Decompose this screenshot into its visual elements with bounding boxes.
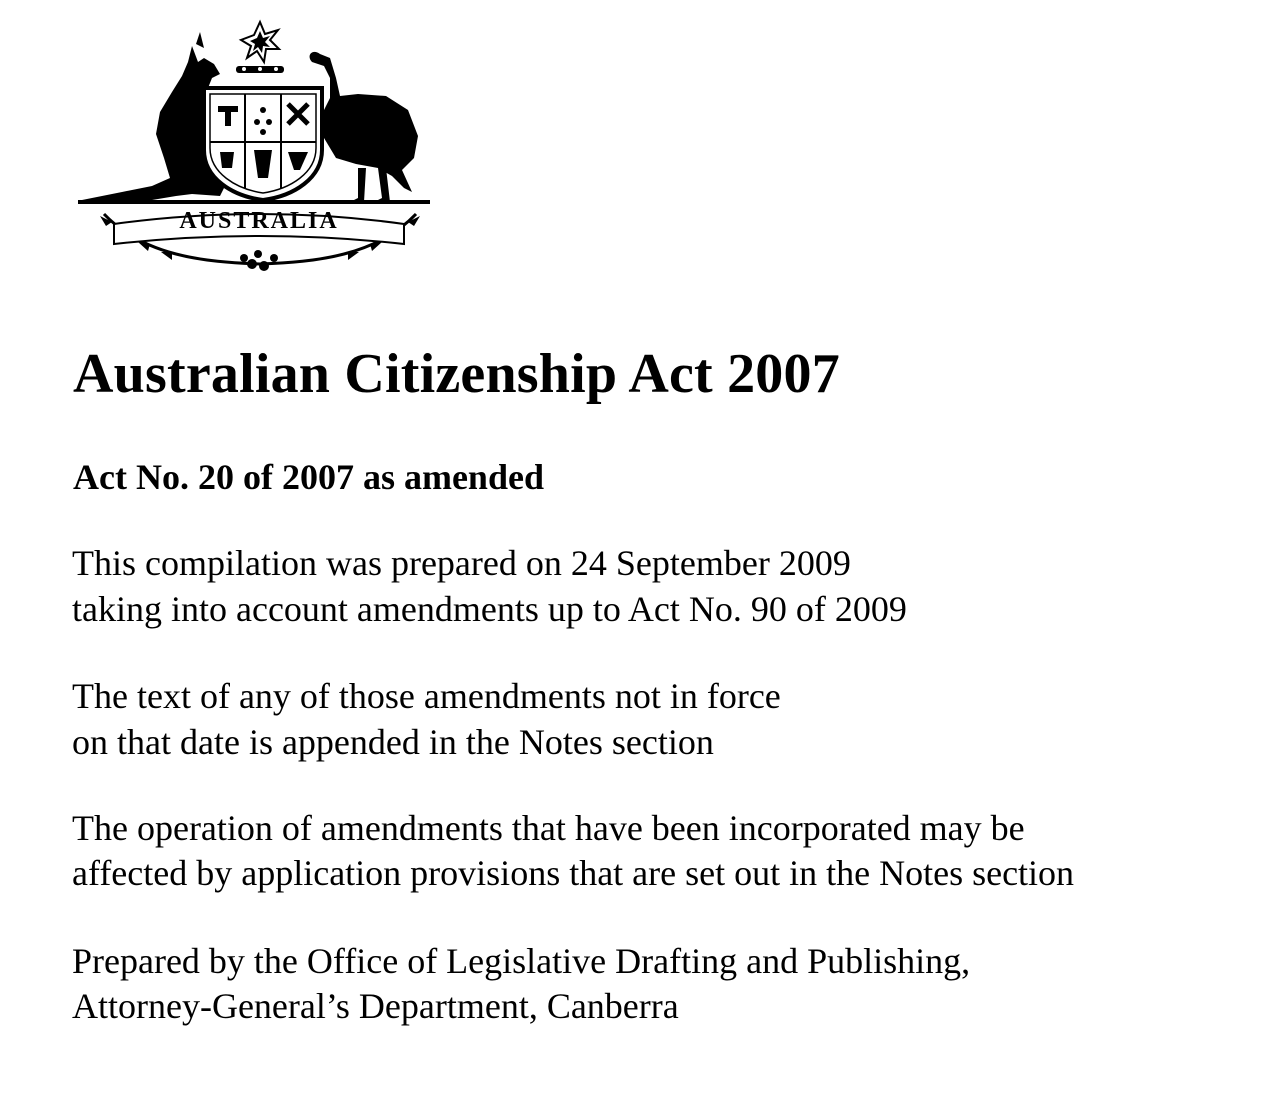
prepared-by-line: Attorney-General’s Department, Canberra [72, 986, 679, 1026]
compilation-note-line: This compilation was prepared on 24 September 2009 [72, 543, 851, 583]
amendments-note [72, 673, 781, 765]
page-title: Australian Citizenship Act 2007 [73, 343, 840, 405]
act-number-subtitle: Act No. 20 of 2007 as amended [73, 457, 544, 497]
operation-note-line: affected by application provisions that are set out in the Notes section [72, 853, 1075, 893]
coat-of-arms-image [74, 18, 434, 276]
compilation-note-line: taking into account amendments up to Act No. 90 of 2009 [72, 589, 907, 629]
operation-note [72, 806, 1074, 896]
amendments-note-line: on that date is appended in the Notes section [72, 722, 714, 762]
prepared-by-note [72, 939, 970, 1029]
coat-of-arms-emblem [74, 18, 434, 276]
compilation-note [72, 540, 907, 632]
prepared-by-line: Prepared by the Office of Legislative Drafting and Publishing, [72, 941, 971, 981]
emblem-label: AUSTRALIA [179, 208, 339, 234]
commonwealth-star-icon [241, 22, 279, 62]
operation-note-line: The operation of amendments that have been incorporated may be [72, 808, 1025, 848]
emu-icon [310, 52, 418, 202]
amendments-note-line: The text of any of those amendments not in force [72, 676, 781, 716]
shield-icon [204, 88, 322, 200]
